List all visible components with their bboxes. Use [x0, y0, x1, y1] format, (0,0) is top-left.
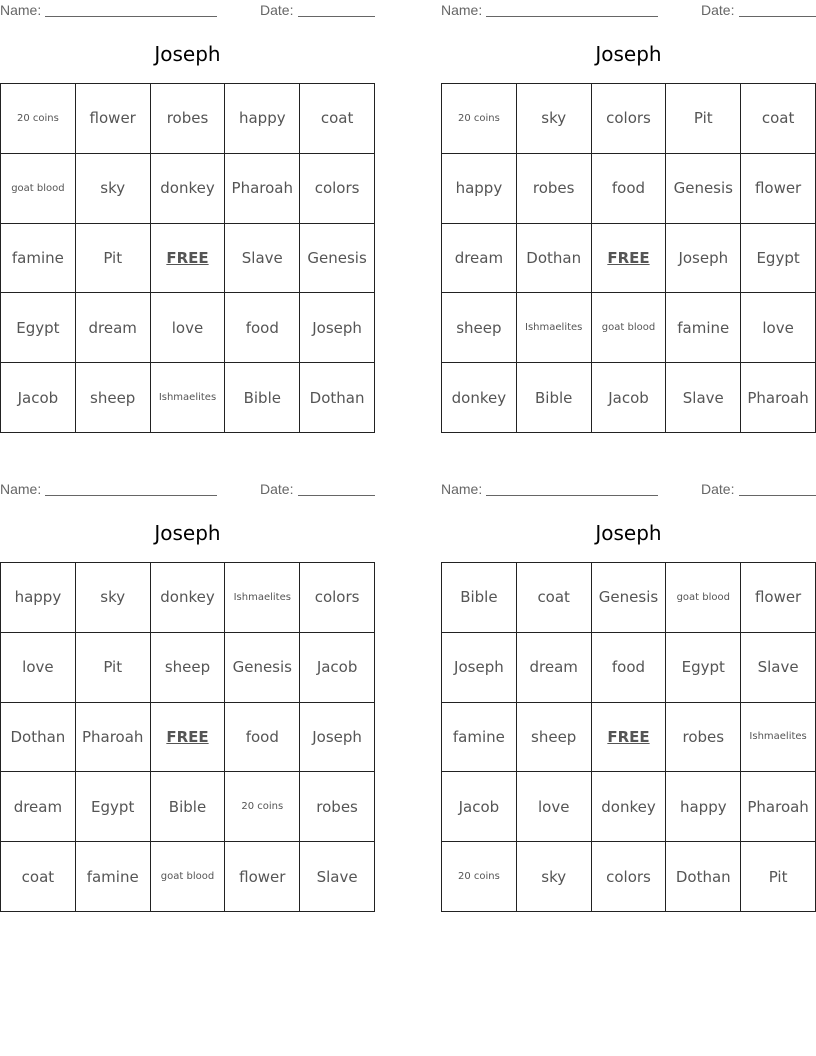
bingo-cell: Bible	[225, 363, 300, 433]
bingo-cell: Pit	[666, 84, 741, 154]
bingo-cell: famine	[1, 224, 76, 294]
date-blank	[739, 495, 816, 496]
bingo-cell: famine	[76, 842, 151, 912]
bingo-cell: robes	[666, 703, 741, 773]
bingo-grid	[0, 83, 375, 433]
bingo-cell: dream	[517, 633, 592, 703]
bingo-cell: colors	[592, 842, 667, 912]
bingo-cell: happy	[442, 154, 517, 224]
bingo-cell: Pharoah	[741, 772, 816, 842]
bingo-cell: coat	[300, 84, 375, 154]
name-date-line	[0, 479, 375, 501]
bingo-cell: love	[151, 293, 226, 363]
bingo-cell: Jacob	[592, 363, 667, 433]
bingo-cell: robes	[300, 772, 375, 842]
bingo-cell: Dothan	[517, 224, 592, 294]
bingo-cell: 20 coins	[225, 772, 300, 842]
bingo-cell: food	[592, 633, 667, 703]
bingo-cell: robes	[151, 84, 226, 154]
bingo-cell: Ishmaelites	[151, 363, 226, 433]
date-label: Date:	[701, 481, 735, 497]
bingo-cell: colors	[300, 563, 375, 633]
bingo-cell: Slave	[225, 224, 300, 294]
name-blank	[45, 495, 217, 496]
bingo-cell: dream	[76, 293, 151, 363]
bingo-cell: flower	[76, 84, 151, 154]
bingo-cell: Jacob	[300, 633, 375, 703]
bingo-cell: love	[741, 293, 816, 363]
bingo-cell: flower	[741, 563, 816, 633]
bingo-cell: Joseph	[666, 224, 741, 294]
name-blank	[486, 495, 658, 496]
name-date-line	[0, 0, 375, 22]
date-label: Date:	[260, 481, 294, 497]
bingo-cell: coat	[1, 842, 76, 912]
bingo-cell: Genesis	[666, 154, 741, 224]
name-blank	[486, 16, 658, 17]
bingo-cell: Slave	[300, 842, 375, 912]
bingo-cell: Dothan	[1, 703, 76, 773]
bingo-cell: famine	[442, 703, 517, 773]
free-space: FREE	[151, 703, 226, 773]
bingo-cell: Joseph	[300, 293, 375, 363]
card-title: Joseph	[595, 42, 662, 66]
bingo-cell: Jacob	[1, 363, 76, 433]
date-blank	[739, 16, 816, 17]
bingo-cell: colors	[592, 84, 667, 154]
bingo-cell: Pharoah	[225, 154, 300, 224]
bingo-cell: Pit	[741, 842, 816, 912]
bingo-cell: colors	[300, 154, 375, 224]
bingo-cell: Ishmaelites	[517, 293, 592, 363]
bingo-cell: sky	[76, 563, 151, 633]
bingo-cell: Egypt	[741, 224, 816, 294]
bingo-cell: goat blood	[592, 293, 667, 363]
card-title: Joseph	[595, 521, 662, 545]
bingo-cell: sky	[517, 84, 592, 154]
bingo-cell: Bible	[151, 772, 226, 842]
bingo-cell: love	[517, 772, 592, 842]
bingo-cell: happy	[225, 84, 300, 154]
bingo-cell: goat blood	[666, 563, 741, 633]
name-date-line	[441, 479, 816, 501]
bingo-cell: food	[225, 703, 300, 773]
name-label: Name:	[0, 2, 42, 18]
bingo-cell: sheep	[442, 293, 517, 363]
bingo-cell: coat	[517, 563, 592, 633]
bingo-cell: love	[1, 633, 76, 703]
bingo-cell: famine	[666, 293, 741, 363]
card-title: Joseph	[154, 521, 221, 545]
free-space: FREE	[592, 224, 667, 294]
bingo-cell: Dothan	[300, 363, 375, 433]
bingo-cell: Ishmaelites	[225, 563, 300, 633]
bingo-cell: goat blood	[151, 842, 226, 912]
bingo-cell: Pit	[76, 633, 151, 703]
bingo-cell: Bible	[517, 363, 592, 433]
card-title: Joseph	[154, 42, 221, 66]
bingo-cell: Pharoah	[741, 363, 816, 433]
name-label: Name:	[0, 481, 42, 497]
bingo-cell: coat	[741, 84, 816, 154]
bingo-cell: donkey	[442, 363, 517, 433]
bingo-cell: flower	[741, 154, 816, 224]
bingo-cell: Joseph	[300, 703, 375, 773]
bingo-cell: Genesis	[225, 633, 300, 703]
bingo-cell: Egypt	[666, 633, 741, 703]
date-label: Date:	[260, 2, 294, 18]
bingo-cell: sheep	[517, 703, 592, 773]
name-blank	[45, 16, 217, 17]
bingo-cell: food	[592, 154, 667, 224]
bingo-cell: food	[225, 293, 300, 363]
bingo-cell: Egypt	[1, 293, 76, 363]
bingo-cell: Slave	[741, 633, 816, 703]
date-blank	[298, 16, 375, 17]
free-space: FREE	[151, 224, 226, 294]
date-label: Date:	[701, 2, 735, 18]
bingo-cell: sky	[76, 154, 151, 224]
bingo-cell: happy	[666, 772, 741, 842]
bingo-cell: sheep	[151, 633, 226, 703]
bingo-cell: Egypt	[76, 772, 151, 842]
bingo-cell: Genesis	[300, 224, 375, 294]
bingo-cell: Genesis	[592, 563, 667, 633]
bingo-cell: Joseph	[442, 633, 517, 703]
bingo-cell: sky	[517, 842, 592, 912]
bingo-cell: Pit	[76, 224, 151, 294]
bingo-grid	[441, 83, 816, 433]
bingo-cell: robes	[517, 154, 592, 224]
bingo-cell: 20 coins	[442, 84, 517, 154]
bingo-cell: 20 coins	[442, 842, 517, 912]
bingo-cell: sheep	[76, 363, 151, 433]
bingo-cell: donkey	[151, 154, 226, 224]
bingo-cell: Pharoah	[76, 703, 151, 773]
name-date-line	[441, 0, 816, 22]
bingo-cell: 20 coins	[1, 84, 76, 154]
free-space: FREE	[592, 703, 667, 773]
name-label: Name:	[441, 481, 483, 497]
bingo-cell: Slave	[666, 363, 741, 433]
bingo-cell: dream	[442, 224, 517, 294]
bingo-grid	[441, 562, 816, 912]
bingo-cell: Bible	[442, 563, 517, 633]
bingo-cell: flower	[225, 842, 300, 912]
bingo-cell: goat blood	[1, 154, 76, 224]
bingo-cell: donkey	[592, 772, 667, 842]
bingo-cell: Jacob	[442, 772, 517, 842]
name-label: Name:	[441, 2, 483, 18]
bingo-grid	[0, 562, 375, 912]
date-blank	[298, 495, 375, 496]
bingo-cell: Ishmaelites	[741, 703, 816, 773]
bingo-cell: donkey	[151, 563, 226, 633]
bingo-cell: happy	[1, 563, 76, 633]
bingo-cell: dream	[1, 772, 76, 842]
bingo-cell: Dothan	[666, 842, 741, 912]
